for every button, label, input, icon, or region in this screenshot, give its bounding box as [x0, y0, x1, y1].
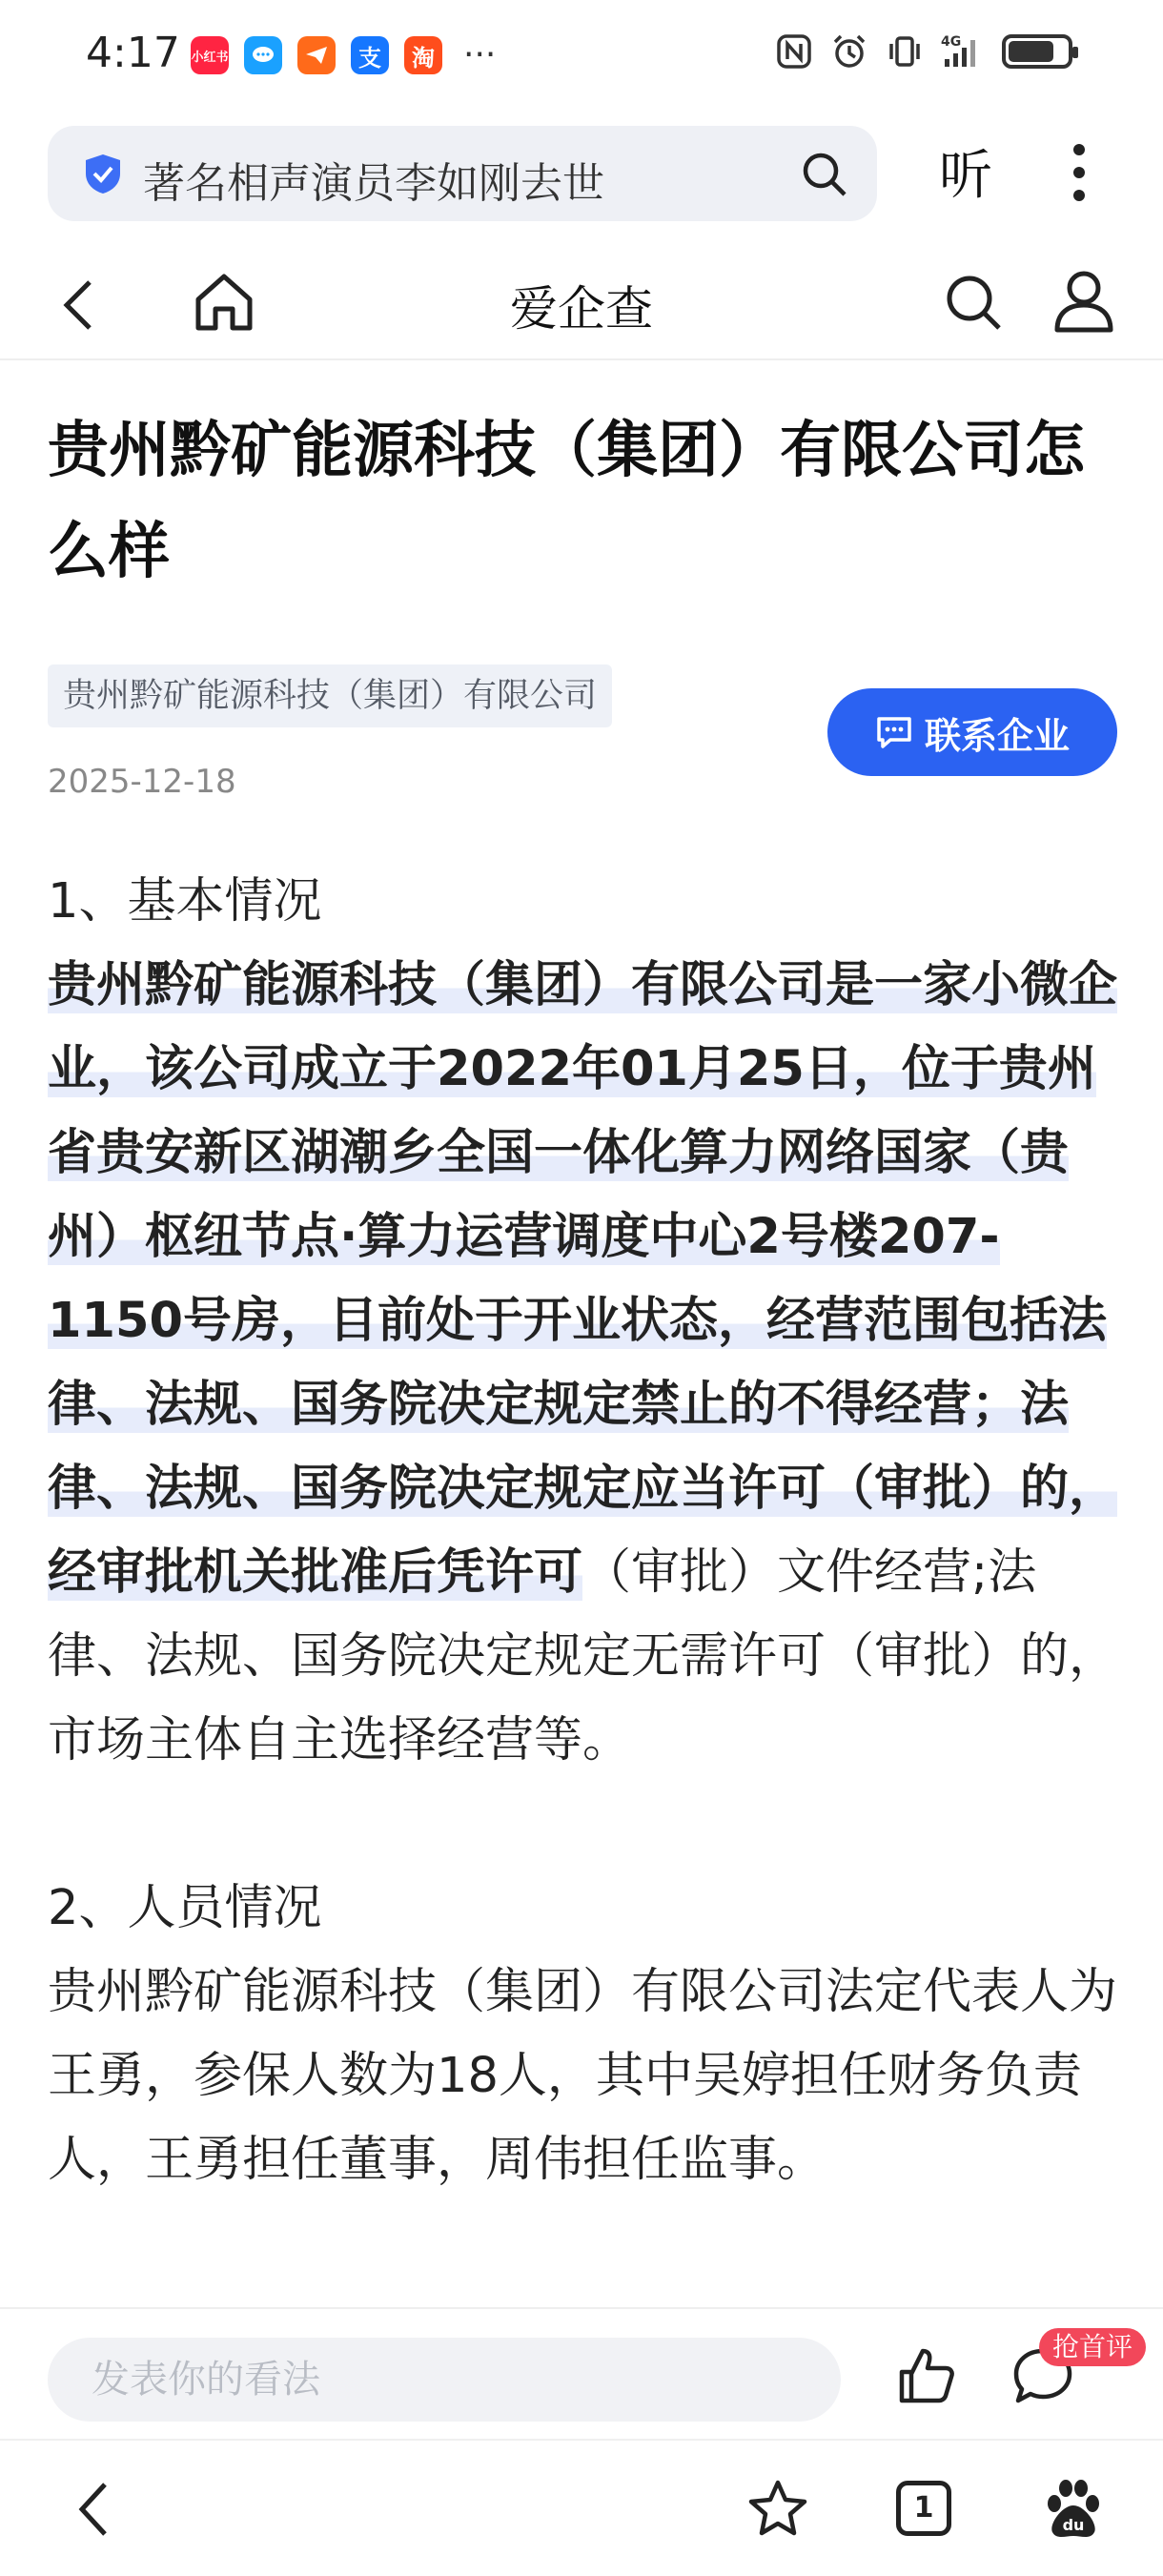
status-time: 4:17: [86, 29, 180, 77]
nfc-icon: [775, 32, 813, 71]
paragraph-text: （审批）文件经营;法律、法规、国务院决定规定无需许可（审批）的，市场主体自主选择经营等。: [48, 1544, 1118, 1768]
article-body: [48, 860, 1125, 2202]
battery-fill: [1009, 41, 1053, 62]
comment-input[interactable]: 发表你的看法: [48, 2338, 841, 2422]
paragraph-text: 贵州黔矿能源科技（集团）有限公司法定代表人为王勇，参保人数为18人，其中吴婷担任财务负责人，王勇担任董事，周伟担任监事。: [48, 1964, 1118, 2188]
search-query: 著名相声演员李如刚去世: [143, 159, 604, 208]
status-indicators: [775, 32, 1072, 71]
signal-icon: [941, 32, 985, 71]
search-icon[interactable]: [801, 151, 848, 198]
alipay-icon: 支: [351, 36, 389, 74]
battery-icon: [1002, 34, 1072, 69]
publish-date: 2025-12-18: [48, 763, 236, 801]
network-type: 4G: [941, 34, 962, 50]
bottom-toolbar: [0, 2439, 1163, 2576]
contact-label: 联系企业: [924, 714, 1070, 757]
article-title: 贵州黔矿能源科技（集团）有限公司怎么样: [48, 416, 1085, 587]
xiaohongshu-icon: 小红书: [191, 36, 229, 74]
chat-icon: [875, 715, 913, 749]
status-bar: [0, 0, 1163, 114]
comment-bar: [0, 2307, 1163, 2439]
listen-button[interactable]: 听: [939, 145, 992, 207]
taobao-icon: 淘: [404, 36, 442, 74]
shield-icon: [82, 153, 124, 194]
message-icon: [244, 36, 282, 74]
telegram-icon: [297, 36, 336, 74]
highlighted-text: 贵州黔矿能源科技（集团）有限公司是一家小微企业，该公司成立于2022年01月25日，位于贵州省贵安新区湖潮乡全国一体化算力网络国家（贵州）枢纽节点·算力运营调度中心2号楼207-1150号房，目前处于开业状态，经营范围包括法律、法规、国务院决定规定禁止的不得经营；法律、法规、国务院决定规定应当许可（审批）的，经审批机关批准后凭许可: [48, 957, 1118, 1601]
baidu-paw-icon[interactable]: [1041, 2475, 1106, 2542]
alarm-icon: [830, 32, 868, 71]
user-icon[interactable]: [1053, 269, 1114, 334]
more-options-icon[interactable]: [1072, 143, 1086, 202]
nav-bar: [0, 250, 1163, 360]
section-heading: 1、基本情况: [48, 873, 322, 930]
status-app-icons: [191, 36, 496, 74]
nav-search-icon[interactable]: [944, 273, 1003, 332]
page-title: 爱企查: [510, 281, 653, 337]
svg-text:du: du: [1062, 2516, 1085, 2534]
source-tag[interactable]: 贵州黔矿能源科技（集团）有限公司: [48, 664, 612, 727]
vibrate-icon: [886, 32, 924, 71]
thumbs-up-icon[interactable]: [896, 2345, 957, 2406]
contact-company-button[interactable]: [827, 688, 1117, 776]
first-comment-badge: 抢首评: [1039, 2328, 1146, 2366]
section-heading: 2、人员情况: [48, 1880, 322, 1936]
tabs-count-button[interactable]: 1: [896, 2481, 951, 2536]
status-more-icon: ···: [463, 35, 497, 74]
favorite-star-icon[interactable]: [747, 2479, 808, 2538]
browser-back-icon[interactable]: [74, 2479, 112, 2540]
search-input[interactable]: [48, 126, 877, 221]
